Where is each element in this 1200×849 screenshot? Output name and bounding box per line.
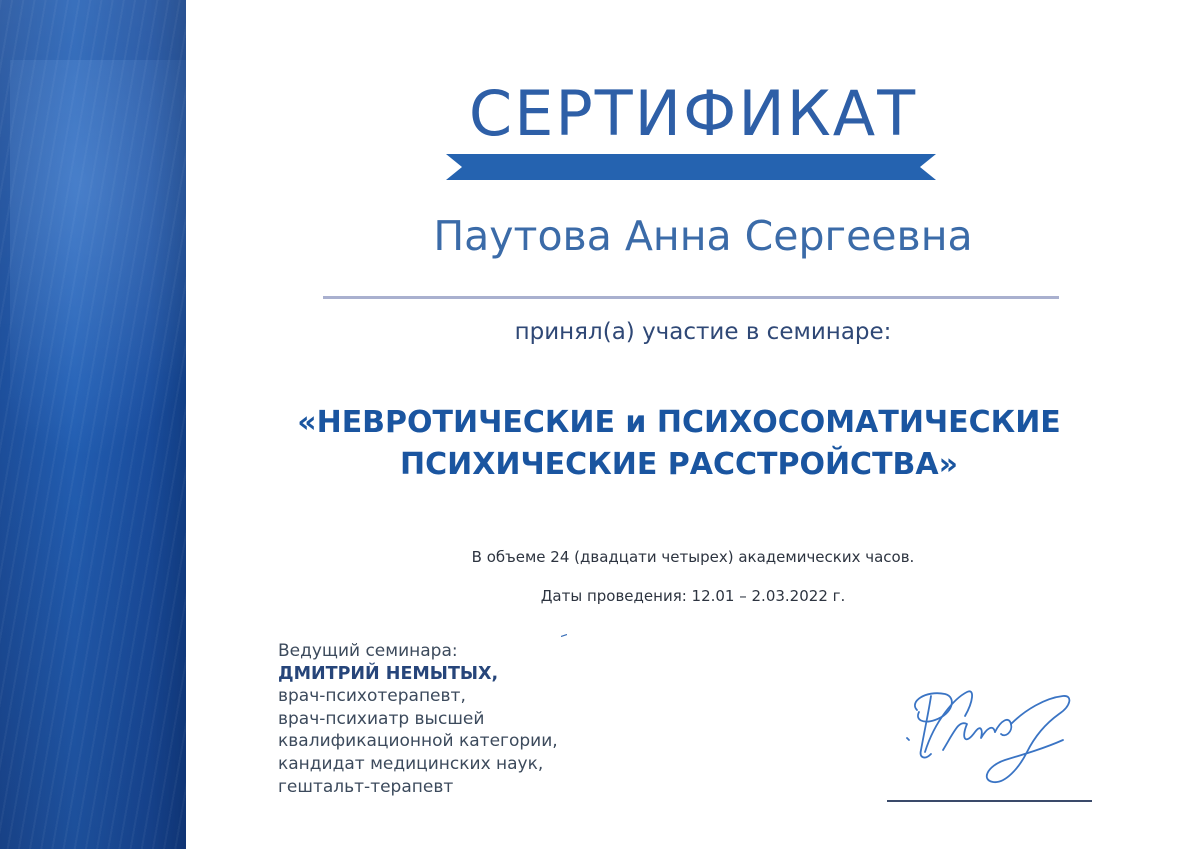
seminar-title-line-2: ПСИХИЧЕСКИЕ РАССТРОЙСТВА» [399, 447, 959, 482]
lecturer-credential: врач-психиатр высшей [278, 708, 485, 729]
sidebar-glow [10, 60, 186, 480]
lecturer-credential: гештальт-терапевт [278, 776, 454, 797]
lecturer-credential: кандидат медицинских наук, [278, 753, 544, 774]
banner-ribbon-icon [446, 154, 936, 180]
handwritten-signature-icon [895, 680, 1085, 790]
seminar-dates-text: Даты проведения: 12.01 – 2.03.2022 г. [540, 587, 846, 605]
signature-line [887, 800, 1092, 802]
seminar-title-line-1: «НЕВРОТИЧЕСКИЕ и ПСИХОСОМАТИЧЕСКИЕ [297, 405, 1061, 440]
lecturer-credential: врач-психотерапевт, [278, 686, 466, 707]
lecturer-credential: квалификационной категории, [278, 731, 558, 752]
lecturer-block [278, 640, 598, 798]
lecturer-name: ДМИТРИЙ НЕМЫТЫХ, [278, 663, 499, 684]
participation-text: принял(а) участие в семинаре: [514, 319, 892, 345]
seminar-title [256, 402, 1102, 486]
hours-volume-text: В объеме 24 (двадцати четырех) академических часов. [471, 548, 915, 566]
name-underline [323, 296, 1059, 299]
recipient-name: Паутова Анна Сергеевна [433, 212, 973, 260]
lecturer-heading: Ведущий семинара: [278, 641, 458, 661]
decorative-sidebar [0, 0, 186, 849]
stray-mark-icon [561, 634, 567, 637]
certificate-title: СЕРТИФИКАТ [468, 77, 918, 150]
